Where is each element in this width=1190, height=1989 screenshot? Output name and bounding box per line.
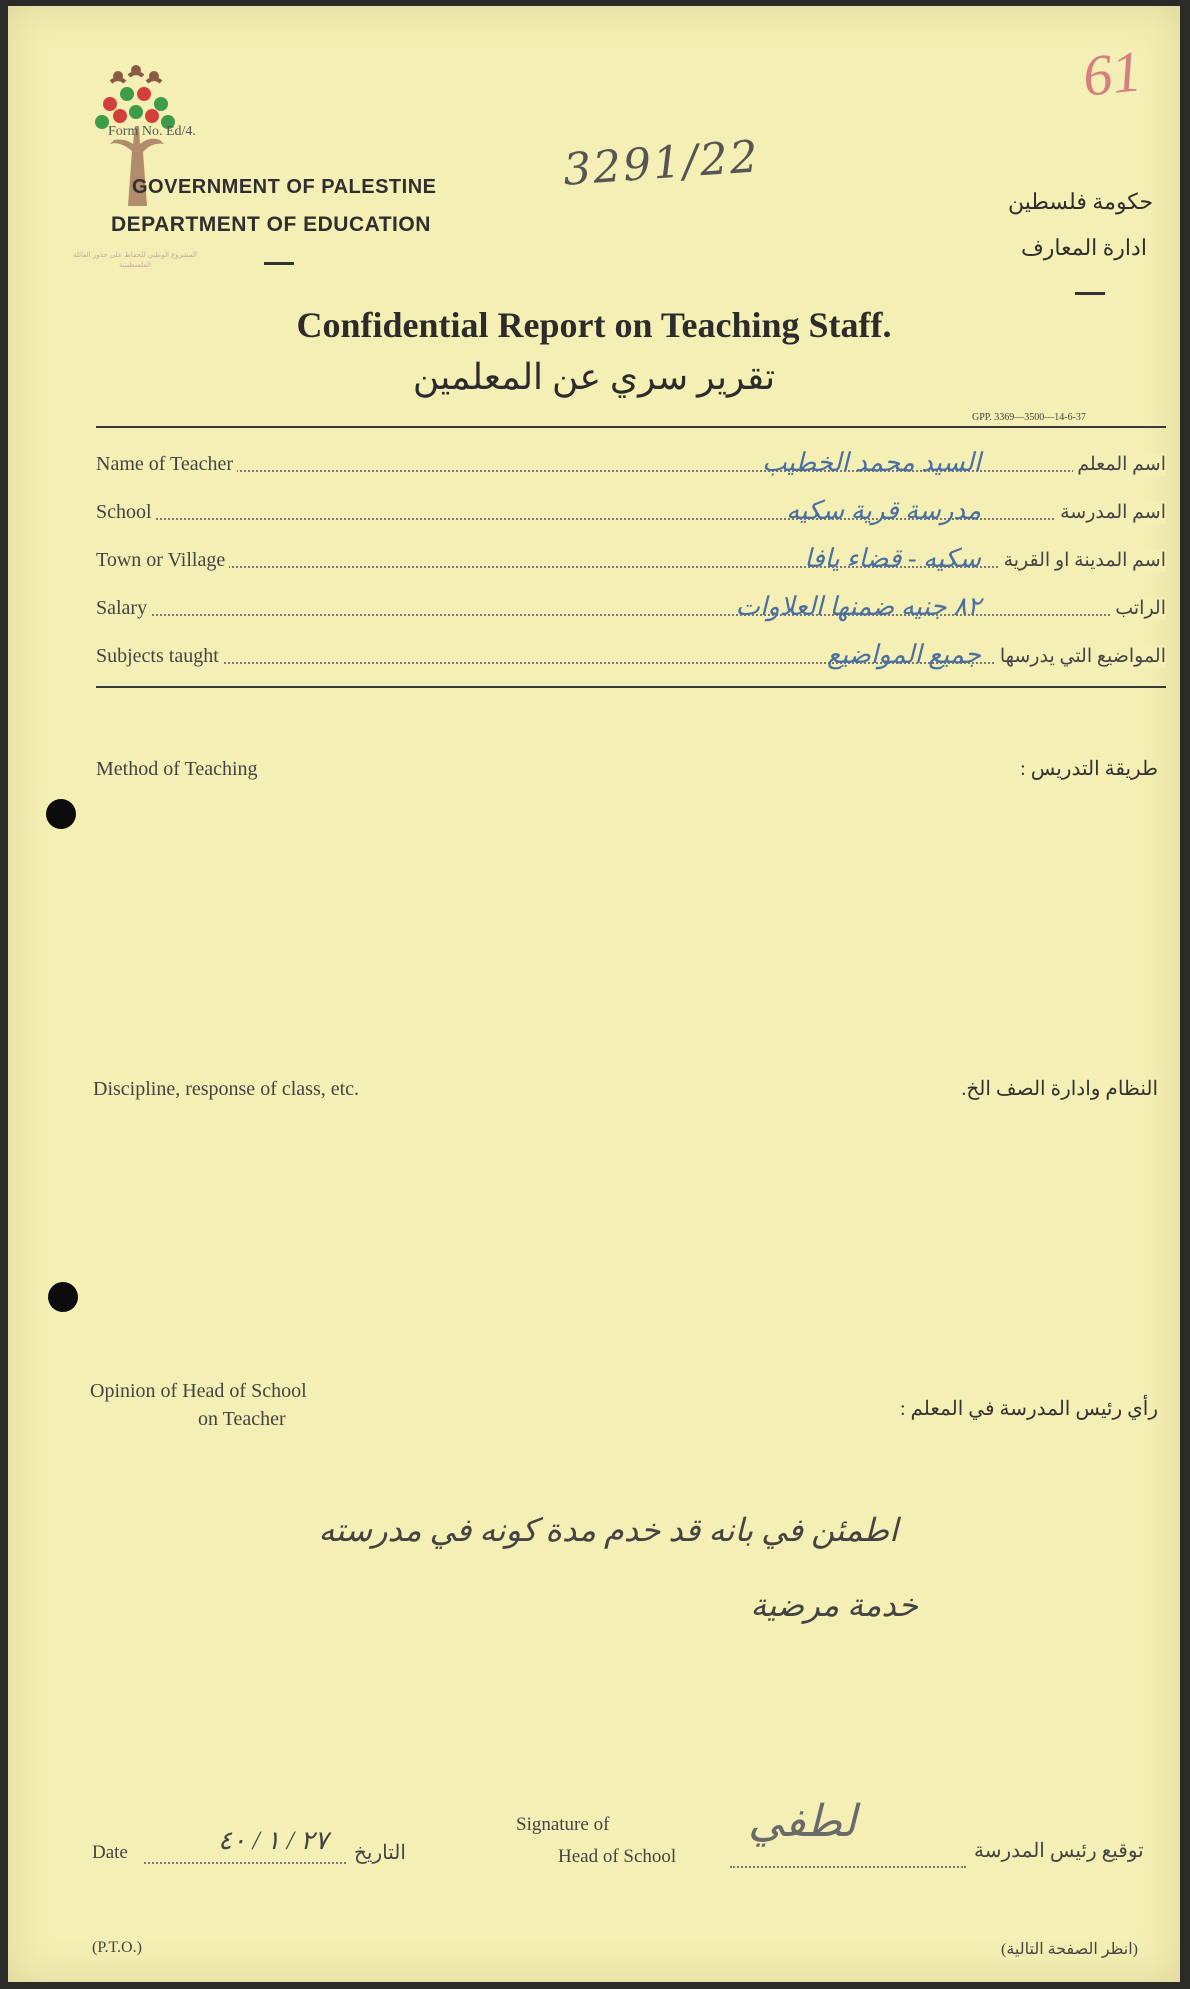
field-value: السيد محمد الخطيب — [762, 448, 981, 477]
date-dotted-line — [144, 1862, 346, 1864]
date-value: ٢٧ / ١ / ٤٠ — [218, 1826, 329, 1855]
field-label-en: School — [96, 501, 156, 524]
field-label-ar: الراتب — [1111, 597, 1166, 620]
punch-hole — [48, 1282, 78, 1312]
document-page — [8, 6, 1180, 1982]
handwritten-opinion-line1: اطمئن في بانه قد خدم مدة كونه في مدرسته — [318, 1512, 898, 1548]
department-heading-ar: ادارة المعارف — [1021, 235, 1147, 260]
date-label-ar: التاريخ — [354, 1842, 406, 1864]
dotted-line — [96, 614, 1166, 616]
print-code: GPP. 3369—3500—14-6-37 — [972, 412, 1086, 423]
government-heading-en: GOVERNMENT OF PALESTINE — [132, 176, 437, 198]
department-heading-en: DEPARTMENT OF EDUCATION — [111, 213, 431, 236]
field-salary — [96, 586, 1166, 626]
bottom-rule — [96, 686, 1166, 688]
report-title-ar: تقرير سري عن المعلمين — [412, 357, 776, 397]
form-number: Form No. Ed/4. — [108, 124, 196, 139]
divider-dash-left — [264, 262, 294, 265]
field-label-ar: المواضيع التي يدرسها — [996, 645, 1166, 668]
top-rule — [96, 426, 1166, 428]
handwritten-page-number: 61 — [1079, 38, 1145, 109]
field-label-en: Town or Village — [96, 549, 229, 572]
field-value: مدرسة قرية سكيه — [786, 496, 981, 525]
punch-hole — [46, 799, 76, 829]
report-title-en: Confidential Report on Teaching Staff. — [296, 305, 892, 345]
handwritten-reference-number: 3291/22 — [561, 131, 762, 196]
field-value: جميع المواضيع — [827, 640, 981, 669]
signature-label-ar: توقيع رئيس المدرسة — [974, 1840, 1144, 1862]
signature-dotted-line — [730, 1866, 966, 1868]
field-town-or-village — [96, 538, 1166, 578]
method-of-teaching-label-en: Method of Teaching — [96, 758, 258, 780]
field-label-ar: اسم المعلم — [1073, 453, 1166, 476]
field-label-en: Subjects taught — [96, 645, 223, 668]
opinion-label-en-line2: on Teacher — [198, 1408, 286, 1430]
field-label-ar: اسم المدرسة — [1056, 501, 1166, 524]
signature-label-en-line1: Signature of — [516, 1814, 610, 1835]
dotted-line — [96, 518, 1166, 520]
pto-label-ar: (انظر الصفحة التالية) — [1001, 1941, 1139, 1958]
dotted-line — [96, 470, 1166, 472]
field-value: سكيه - قضاء يافا — [804, 544, 981, 573]
opinion-label-ar: رأي رئيس المدرسة في المعلم : — [899, 1398, 1158, 1420]
field-name-of-teacher — [96, 442, 1166, 482]
field-school — [96, 490, 1166, 530]
signature-value: لطفي — [748, 1797, 857, 1846]
signature-label-en-line2: Head of School — [558, 1846, 677, 1867]
method-of-teaching-label-ar: طريقة التدريس : — [1020, 758, 1158, 780]
field-label-ar: اسم المدينة او القرية — [1000, 549, 1166, 572]
field-subjects-taught — [96, 634, 1166, 674]
government-heading-ar: حكومة فلسطين — [1008, 189, 1154, 214]
watermark-text: المشروع الوطني للحفاظ على جذور العائلة الفلسطينية — [73, 251, 197, 269]
field-value: ٨٢ جنيه ضمنها العلاوات — [735, 592, 981, 621]
field-label-en: Name of Teacher — [96, 453, 237, 476]
discipline-label-en: Discipline, response of class, etc. — [93, 1078, 360, 1100]
discipline-label-ar: النظام وادارة الصف الخ. — [961, 1078, 1158, 1100]
pto-label-en: (P.T.O.) — [92, 1939, 142, 1956]
handwritten-opinion-line2: خدمة مرضية — [750, 1587, 918, 1623]
opinion-label-en-line1: Opinion of Head of School — [90, 1380, 307, 1402]
date-label-en: Date — [92, 1842, 128, 1863]
field-label-en: Salary — [96, 597, 151, 620]
divider-dash-right — [1075, 292, 1105, 295]
